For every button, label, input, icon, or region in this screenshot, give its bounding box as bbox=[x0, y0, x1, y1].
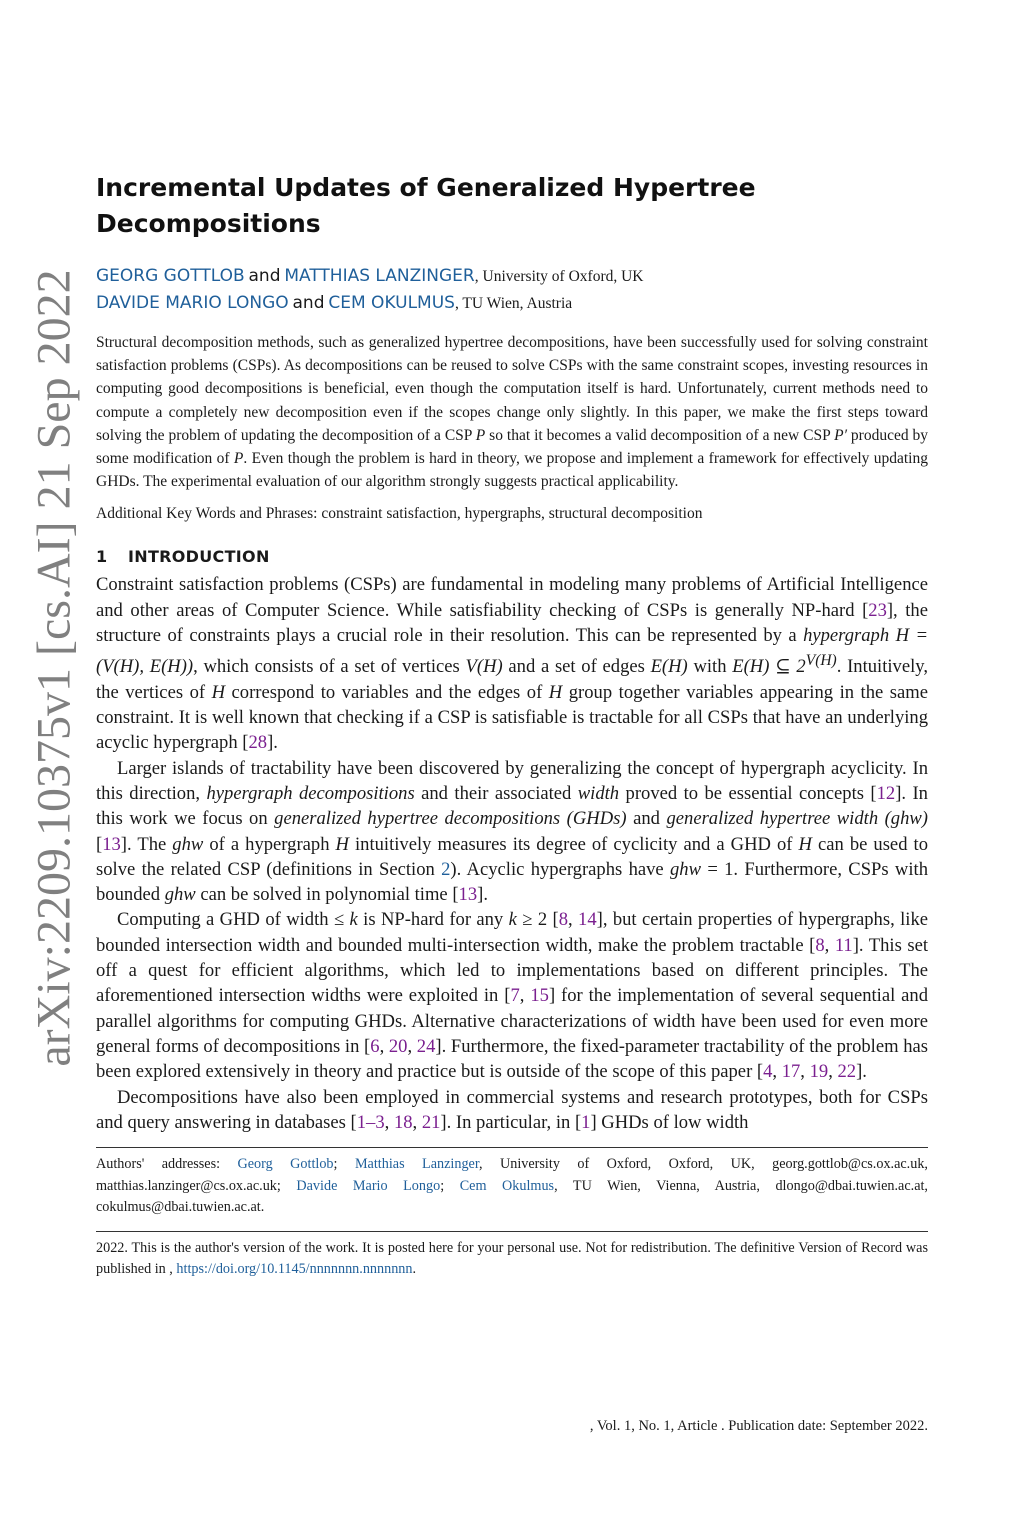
citation-link[interactable]: 21 bbox=[421, 1111, 441, 1133]
paragraph: Constraint satisfaction problems (CSPs) are fundamental in modeling many problems of Artificial Intelligence and other areas of Computer Science. While satisfiability checking of CSPs is generally NP-hard [23], the structure of constraints plays a crucial role in their resolution. This can be represented by a hypergraph H = (V(H), E(H)), which consists of a set of vertices V(H) and a set of edges E(H) with E(H) ⊆ $2^{V(H)}$. Intuitively, the vertices of H correspond to variables and the edges of H group together variables appearing in the same constraint. It is well known that checking if a CSP is satisfiable is tractable for all CSPs that have an underlying acyclic hypergraph [28]. bbox=[96, 574, 929, 754]
citation-link[interactable]: 13 bbox=[102, 833, 121, 855]
section-title: INTRODUCTION bbox=[128, 547, 270, 567]
doi-link[interactable]: https://doi.org/10.1145/nnnnnnn.nnnnnnn bbox=[176, 1261, 413, 1278]
abstract-text: produced by some modification of bbox=[96, 426, 929, 468]
footnote-divider bbox=[96, 1147, 928, 1148]
math-symbol: P bbox=[233, 450, 244, 468]
paragraph: Larger islands of tractability have been discovered by generalizing the concept of hypergraph acyclicity. In this direction, hypergraph decompositions and their associated width proved to be essential concepts [12]. In this work we focus on generalized hypertree decompositions (GHDs) and generalized hypertree width (ghw) [13]. The ghw of a hypergraph H intuitively measures its degree of cyclicity and a GHD of H can be used to solve the related CSP (definitions in Section 2). Acyclic hypergraphs have ghw = 1. Furthermore, CSPs with bounded ghw can be solved in polynomial time [13]. bbox=[96, 757, 928, 906]
paper-page bbox=[96, 170, 928, 1281]
body-text bbox=[96, 572, 928, 1135]
citation-link[interactable]: 18 bbox=[393, 1111, 413, 1133]
authors-addresses-footnote: Authors' addresses: Georg Gottlob; Matthias Lanzinger, University of Oxford, Oxford, UK, georg.gottlob@cs.ox.ac.uk, matthias.lanzinger@cs.ox.ac.uk; Davide Mario Longo; Cem Okulmus, TU Wien, Vienna, Austria, dlongo@dbai.tuwien.ac.at, cokulmus@dbai.tuwien.ac.at. bbox=[96, 1156, 928, 1216]
abstract-text: so that it becomes a valid decomposition of a new CSP bbox=[485, 426, 835, 444]
author-name[interactable]: MATTHIAS LANZINGER bbox=[284, 266, 475, 286]
page-footer: , Vol. 1, No. 1, Article . Publication date: September 2022. bbox=[589, 1418, 928, 1434]
citation-link[interactable]: 8 bbox=[558, 909, 568, 931]
citation-link[interactable]: 8 bbox=[815, 934, 825, 956]
author-name[interactable]: GEORG GOTTLOB bbox=[96, 266, 245, 286]
author-name[interactable]: DAVIDE MARIO LONGO bbox=[96, 293, 289, 313]
citation-link[interactable]: 23 bbox=[868, 599, 887, 621]
math-symbol: P bbox=[475, 426, 486, 444]
abstract bbox=[96, 331, 928, 493]
math-symbol: P′ bbox=[834, 426, 847, 444]
copyright-footnote: 2022. This is the author's version of the work. It is posted here for your personal use. Not for redistribution. The definitive Version of Record was published in , https://doi.org/10.1145/nnnnnnn.nnnnnnn. bbox=[96, 1239, 928, 1278]
author-conjunction: and bbox=[292, 293, 325, 313]
citation-link[interactable]: 1–3 bbox=[356, 1111, 385, 1133]
arxiv-identifier: arXiv:2209.10375v1 [cs.AI] 21 Sep 2022 bbox=[27, 269, 81, 1067]
citation-link[interactable]: 24 bbox=[416, 1035, 436, 1057]
abstract-text: Structural decomposition methods, such as generalized hypertree decompositions, have been successfully used for solving constraint satisfaction problems (CSPs). As decompositions can be reused to solve CSPs with the same constraint scopes, investing resources in computing good decompositions is beneficial, even though the computation itself is hard. Unfortunately, current methods need to compute a completely new decomposition even if the scopes change only slightly. In this paper, we make the first steps toward solving the problem of updating the decomposition of a CSP bbox=[96, 334, 928, 444]
paragraph: Computing a GHD of width ≤ k is NP-hard for any k ≥ 2 [8, 14], but certain properties of hypergraphs, like bounded intersection width and bounded multi-intersection width, make the problem tractable [8, 11]. This set off a quest for efficient algorithms, which led to implementations based on different principles. The aforementioned intersection widths were exploited in [7, 15] for the implementation of several sequential and parallel algorithms for computing GHDs. Alternative characterizations of width have been used for even more general forms of decompositions in [6, 20, 24]. Furthermore, the fixed-parameter tractability of the problem has been explored extensively in theory and practice but is outside of the scope of this paper [4, 17, 19, 22]. bbox=[96, 909, 929, 1083]
author-line-1 bbox=[96, 263, 928, 290]
citation-link[interactable]: 11 bbox=[834, 934, 853, 956]
author-link[interactable]: Cem Okulmus bbox=[459, 1177, 555, 1194]
citation-link[interactable]: 14 bbox=[578, 909, 597, 931]
paragraph: Decompositions have also been employed in commercial systems and research prototypes, both for CSPs and query answering in databases [1–3, 18, 21]. In particular, in [1] GHDs of low width bbox=[96, 1086, 928, 1133]
citation-link[interactable]: 13 bbox=[458, 884, 478, 906]
citation-link[interactable]: 15 bbox=[530, 985, 549, 1007]
author-line-2 bbox=[96, 290, 928, 317]
section-number: 1 bbox=[96, 547, 108, 567]
section-heading bbox=[96, 547, 928, 566]
author-link[interactable]: Matthias Lanzinger bbox=[354, 1156, 479, 1173]
citation-link[interactable]: 4 bbox=[763, 1061, 773, 1083]
author-name[interactable]: CEM OKULMUS bbox=[328, 293, 455, 313]
paper-title: Incremental Updates of Generalized Hypertree Decompositions bbox=[96, 173, 756, 238]
author-conjunction: and bbox=[248, 266, 281, 286]
citation-link[interactable]: 1 bbox=[581, 1111, 591, 1133]
keywords: Additional Key Words and Phrases: constraint satisfaction, hypergraphs, structural decomposition bbox=[96, 505, 703, 523]
arxiv-side-stamp bbox=[24, 0, 84, 1517]
citation-link[interactable]: 17 bbox=[781, 1061, 801, 1083]
author-link[interactable]: Davide Mario Longo bbox=[296, 1177, 441, 1194]
citation-link[interactable]: 28 bbox=[248, 732, 268, 754]
citation-link[interactable]: 7 bbox=[510, 985, 520, 1007]
citation-link[interactable]: 20 bbox=[388, 1035, 408, 1057]
section-link[interactable]: 2 bbox=[441, 858, 451, 880]
citation-link[interactable]: 12 bbox=[876, 782, 896, 804]
author-link[interactable]: Georg Gottlob bbox=[237, 1156, 334, 1173]
author-block bbox=[96, 263, 928, 317]
author-affiliation: , TU Wien, Austria bbox=[454, 295, 573, 312]
footnote-divider bbox=[96, 1231, 928, 1232]
citation-link[interactable]: 19 bbox=[809, 1061, 829, 1083]
author-affiliation: , University of Oxford, UK bbox=[474, 268, 644, 285]
citation-link[interactable]: 6 bbox=[370, 1035, 380, 1057]
abstract-text: . Even though the problem is hard in theory, we propose and implement a framework for effectively updating GHDs. The experimental evaluation of our algorithm strongly suggests practical applicability. bbox=[96, 450, 928, 491]
citation-link[interactable]: 22 bbox=[837, 1061, 857, 1083]
math-expr: H = (V(H), E(H)) bbox=[96, 625, 928, 678]
